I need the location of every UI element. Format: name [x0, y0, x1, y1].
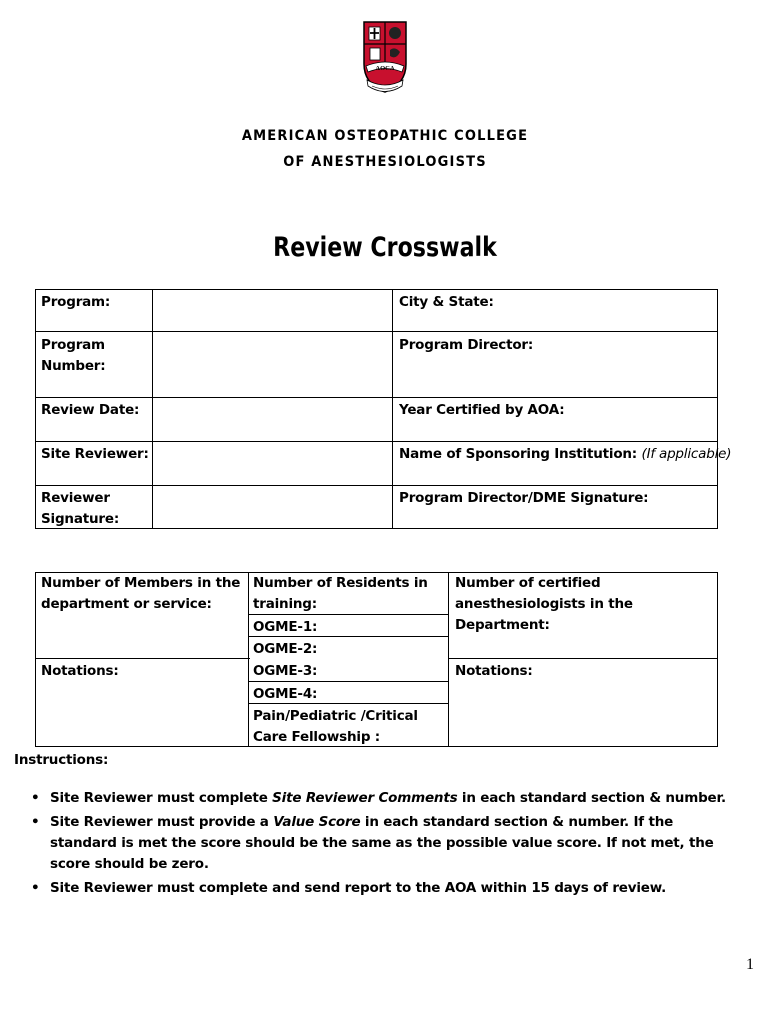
reviewer-signature-label: Reviewer Signature: [41, 490, 120, 527]
page-title: Review Crosswalk [273, 232, 497, 263]
instruction-item: • Site Reviewer must complete and send report to the AOA within 15 days of review. [28, 878, 728, 899]
instruction-item: • Site Reviewer must complete Site Reviewer Comments in each standard section & number. [28, 788, 728, 809]
review-date-label: Review Date: [41, 402, 140, 418]
org-name-line1: AMERICAN OSTEOPATHIC COLLEGE [241, 128, 529, 144]
instruction-item: • Site Reviewer must provide a Value Score in each standard section & number. If the standard is met the score should be the same as the possible value score. If not met, the score should be zero. [31, 814, 714, 872]
members-label: Number of Members in the department or service: [41, 575, 241, 612]
director-signature-label: Program Director/DME Signature: [399, 490, 649, 506]
bullet-icon: • [31, 880, 40, 896]
ogme2-label: OGME-2: [253, 641, 318, 657]
notations-right-label: Notations: [455, 663, 533, 679]
fellowship-label: Pain/Pediatric /Critical Care Fellowship : [253, 708, 418, 745]
svg-text:AOCA: AOCA [375, 65, 395, 72]
ogme3-label: OGME-3: [253, 663, 318, 679]
city-state-label: City & State: [399, 294, 494, 310]
program-number-label: Program Number: [41, 337, 106, 374]
sponsoring-institution-text: Name of Sponsoring Institution: [399, 446, 637, 462]
ogme4-label: OGME-4: [253, 686, 318, 702]
program-label: Program: [41, 294, 111, 310]
bullet-icon: • [31, 790, 40, 806]
instructions-list [28, 788, 728, 902]
aoca-crest-logo [362, 20, 408, 104]
org-name-line2: OF ANESTHESIOLOGISTS [283, 154, 487, 170]
bullet-icon: • [31, 814, 40, 830]
ogme1-label: OGME-1: [253, 619, 318, 635]
certified-anesthesiologists-label: Number of certified anesthesiologists in the Department: [455, 575, 633, 633]
instructions-heading: Instructions: [14, 752, 109, 768]
site-reviewer-label: Site Reviewer: [41, 446, 149, 462]
year-certified-label: Year Certified by AOA: [399, 402, 565, 418]
if-applicable-note: (If applicable) [641, 446, 732, 462]
program-director-label: Program Director: [399, 337, 534, 353]
notations-left-label: Notations: [41, 663, 119, 679]
residents-label: Number of Residents in training: [253, 575, 428, 612]
sponsoring-institution-label [399, 444, 731, 465]
page-number: 1 [746, 956, 754, 973]
